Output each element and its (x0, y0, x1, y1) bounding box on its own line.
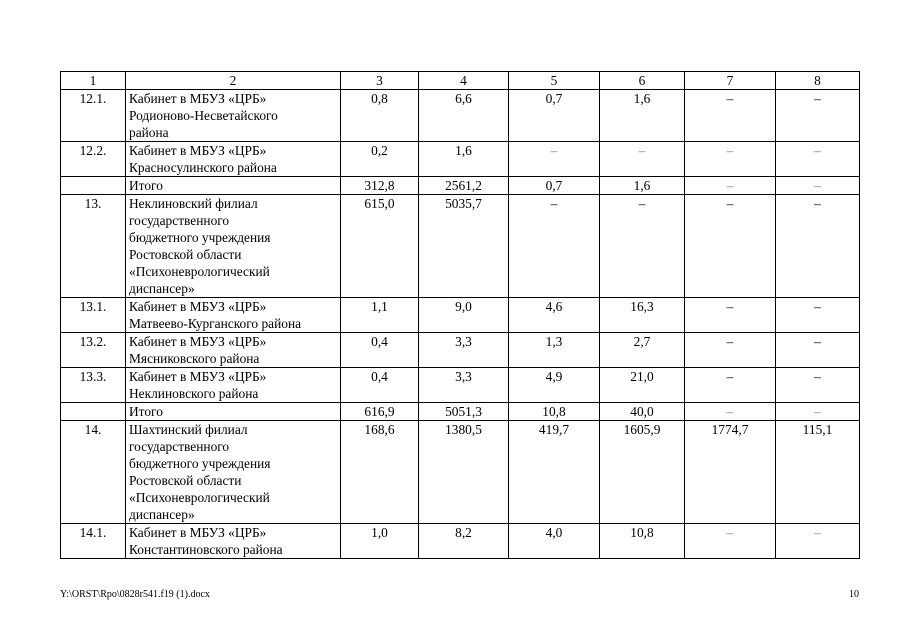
row-name-line: Неклиновский филиал (129, 196, 258, 211)
table-row (61, 142, 860, 177)
row-number (61, 403, 126, 421)
row-name-line: бюджетного учреждения (129, 230, 271, 245)
table-row (61, 421, 860, 524)
row-number (61, 177, 126, 195)
row-name (126, 90, 341, 142)
row-name (126, 298, 341, 333)
table-row (61, 403, 860, 421)
row-number: 12.2. (61, 142, 126, 177)
table-body (61, 90, 860, 559)
cell-c3: 615,0 (341, 195, 419, 298)
table-row (61, 195, 860, 298)
cell-c5: 10,8 (509, 403, 600, 421)
column-header: 6 (600, 72, 685, 90)
table-row (61, 177, 860, 195)
row-name (126, 403, 341, 421)
row-name-line: района (129, 125, 169, 140)
cell-c5: – (509, 142, 600, 177)
cell-c5: 0,7 (509, 177, 600, 195)
cell-c3: 168,6 (341, 421, 419, 524)
column-header: 2 (126, 72, 341, 90)
cell-c4: 5035,7 (419, 195, 509, 298)
row-name-line: «Психоневрологический (129, 264, 270, 279)
table-row (61, 524, 860, 559)
column-header: 4 (419, 72, 509, 90)
table-row (61, 368, 860, 403)
cell-c6: – (600, 142, 685, 177)
cell-c7: – (685, 298, 776, 333)
row-name-line: государственного (129, 439, 230, 454)
row-name (126, 333, 341, 368)
cell-c7: – (685, 195, 776, 298)
cell-c4: 8,2 (419, 524, 509, 559)
cell-c7: – (685, 142, 776, 177)
cell-c3: 0,4 (341, 333, 419, 368)
row-name (126, 142, 341, 177)
cell-c5: – (509, 195, 600, 298)
table-row (61, 333, 860, 368)
row-name-line: Мясниковского района (129, 351, 260, 366)
cell-c8: – (776, 368, 860, 403)
cell-c4: 6,6 (419, 90, 509, 142)
cell-c6: 21,0 (600, 368, 685, 403)
cell-c7: – (685, 524, 776, 559)
row-number: 12.1. (61, 90, 126, 142)
cell-c8: – (776, 524, 860, 559)
column-header: 3 (341, 72, 419, 90)
cell-c3: 1,1 (341, 298, 419, 333)
cell-c4: 9,0 (419, 298, 509, 333)
page-number: 10 (849, 589, 859, 600)
cell-c7: 1774,7 (685, 421, 776, 524)
row-name-line: Кабинет в МБУЗ «ЦРБ» (129, 334, 267, 349)
row-number: 13. (61, 195, 126, 298)
cell-c4: 3,3 (419, 333, 509, 368)
cell-c8: – (776, 90, 860, 142)
cell-c5: 419,7 (509, 421, 600, 524)
column-header: 1 (61, 72, 126, 90)
row-name (126, 524, 341, 559)
cell-c4: 2561,2 (419, 177, 509, 195)
row-name-line: Матвеево-Курганского района (129, 316, 302, 331)
row-name-line: Итого (129, 178, 163, 193)
row-name-line: диспансер» (129, 281, 195, 296)
cell-c5: 1,3 (509, 333, 600, 368)
row-name-line: Шахтинский филиал (129, 422, 248, 437)
row-number: 13.2. (61, 333, 126, 368)
cell-c4: 1,6 (419, 142, 509, 177)
row-name (126, 368, 341, 403)
data-table (60, 71, 860, 559)
cell-c6: 10,8 (600, 524, 685, 559)
row-number: 14. (61, 421, 126, 524)
cell-c4: 1380,5 (419, 421, 509, 524)
column-header: 8 (776, 72, 860, 90)
row-name-line: государственного (129, 213, 230, 228)
cell-c6: 2,7 (600, 333, 685, 368)
row-name-line: «Психоневрологический (129, 490, 270, 505)
cell-c6: 1,6 (600, 177, 685, 195)
cell-c8: – (776, 298, 860, 333)
row-name (126, 195, 341, 298)
column-header: 7 (685, 72, 776, 90)
row-name-line: Неклиновского района (129, 386, 259, 401)
cell-c8: 115,1 (776, 421, 860, 524)
row-number: 13.3. (61, 368, 126, 403)
cell-c3: 312,8 (341, 177, 419, 195)
row-number: 14.1. (61, 524, 126, 559)
cell-c5: 4,6 (509, 298, 600, 333)
cell-c3: 1,0 (341, 524, 419, 559)
cell-c8: – (776, 195, 860, 298)
footer-file-path: Y:\ORST\Rpo\0828r541.f19 (1).docx (60, 589, 210, 600)
row-name-line: Кабинет в МБУЗ «ЦРБ» (129, 143, 267, 158)
cell-c7: – (685, 368, 776, 403)
row-name-line: Кабинет в МБУЗ «ЦРБ» (129, 525, 267, 540)
cell-c7: – (685, 90, 776, 142)
row-name-line: Ростовской области (129, 247, 242, 262)
row-name-line: Константиновского района (129, 542, 283, 557)
row-name-line: Ростовской области (129, 473, 242, 488)
column-header: 5 (509, 72, 600, 90)
cell-c4: 3,3 (419, 368, 509, 403)
cell-c5: 4,0 (509, 524, 600, 559)
row-name (126, 421, 341, 524)
row-name-line: бюджетного учреждения (129, 456, 271, 471)
row-name-line: Кабинет в МБУЗ «ЦРБ» (129, 91, 267, 106)
row-name (126, 177, 341, 195)
cell-c6: 1605,9 (600, 421, 685, 524)
cell-c7: – (685, 177, 776, 195)
cell-c6: 16,3 (600, 298, 685, 333)
cell-c3: 0,8 (341, 90, 419, 142)
cell-c7: – (685, 333, 776, 368)
cell-c6: – (600, 195, 685, 298)
cell-c8: – (776, 403, 860, 421)
cell-c7: – (685, 403, 776, 421)
cell-c4: 5051,3 (419, 403, 509, 421)
cell-c3: 0,4 (341, 368, 419, 403)
cell-c8: – (776, 333, 860, 368)
cell-c8: – (776, 142, 860, 177)
cell-c6: 1,6 (600, 90, 685, 142)
cell-c3: 0,2 (341, 142, 419, 177)
cell-c8: – (776, 177, 860, 195)
row-name-line: диспансер» (129, 507, 195, 522)
cell-c6: 40,0 (600, 403, 685, 421)
row-name-line: Красносулинского района (129, 160, 277, 175)
row-name-line: Итого (129, 404, 163, 419)
table-row (61, 298, 860, 333)
cell-c3: 616,9 (341, 403, 419, 421)
table-row (61, 90, 860, 142)
row-number: 13.1. (61, 298, 126, 333)
row-name-line: Кабинет в МБУЗ «ЦРБ» (129, 299, 267, 314)
cell-c5: 0,7 (509, 90, 600, 142)
row-name-line: Кабинет в МБУЗ «ЦРБ» (129, 369, 267, 384)
table-header-row (61, 72, 860, 90)
row-name-line: Родионово-Несветайского (129, 108, 278, 123)
cell-c5: 4,9 (509, 368, 600, 403)
